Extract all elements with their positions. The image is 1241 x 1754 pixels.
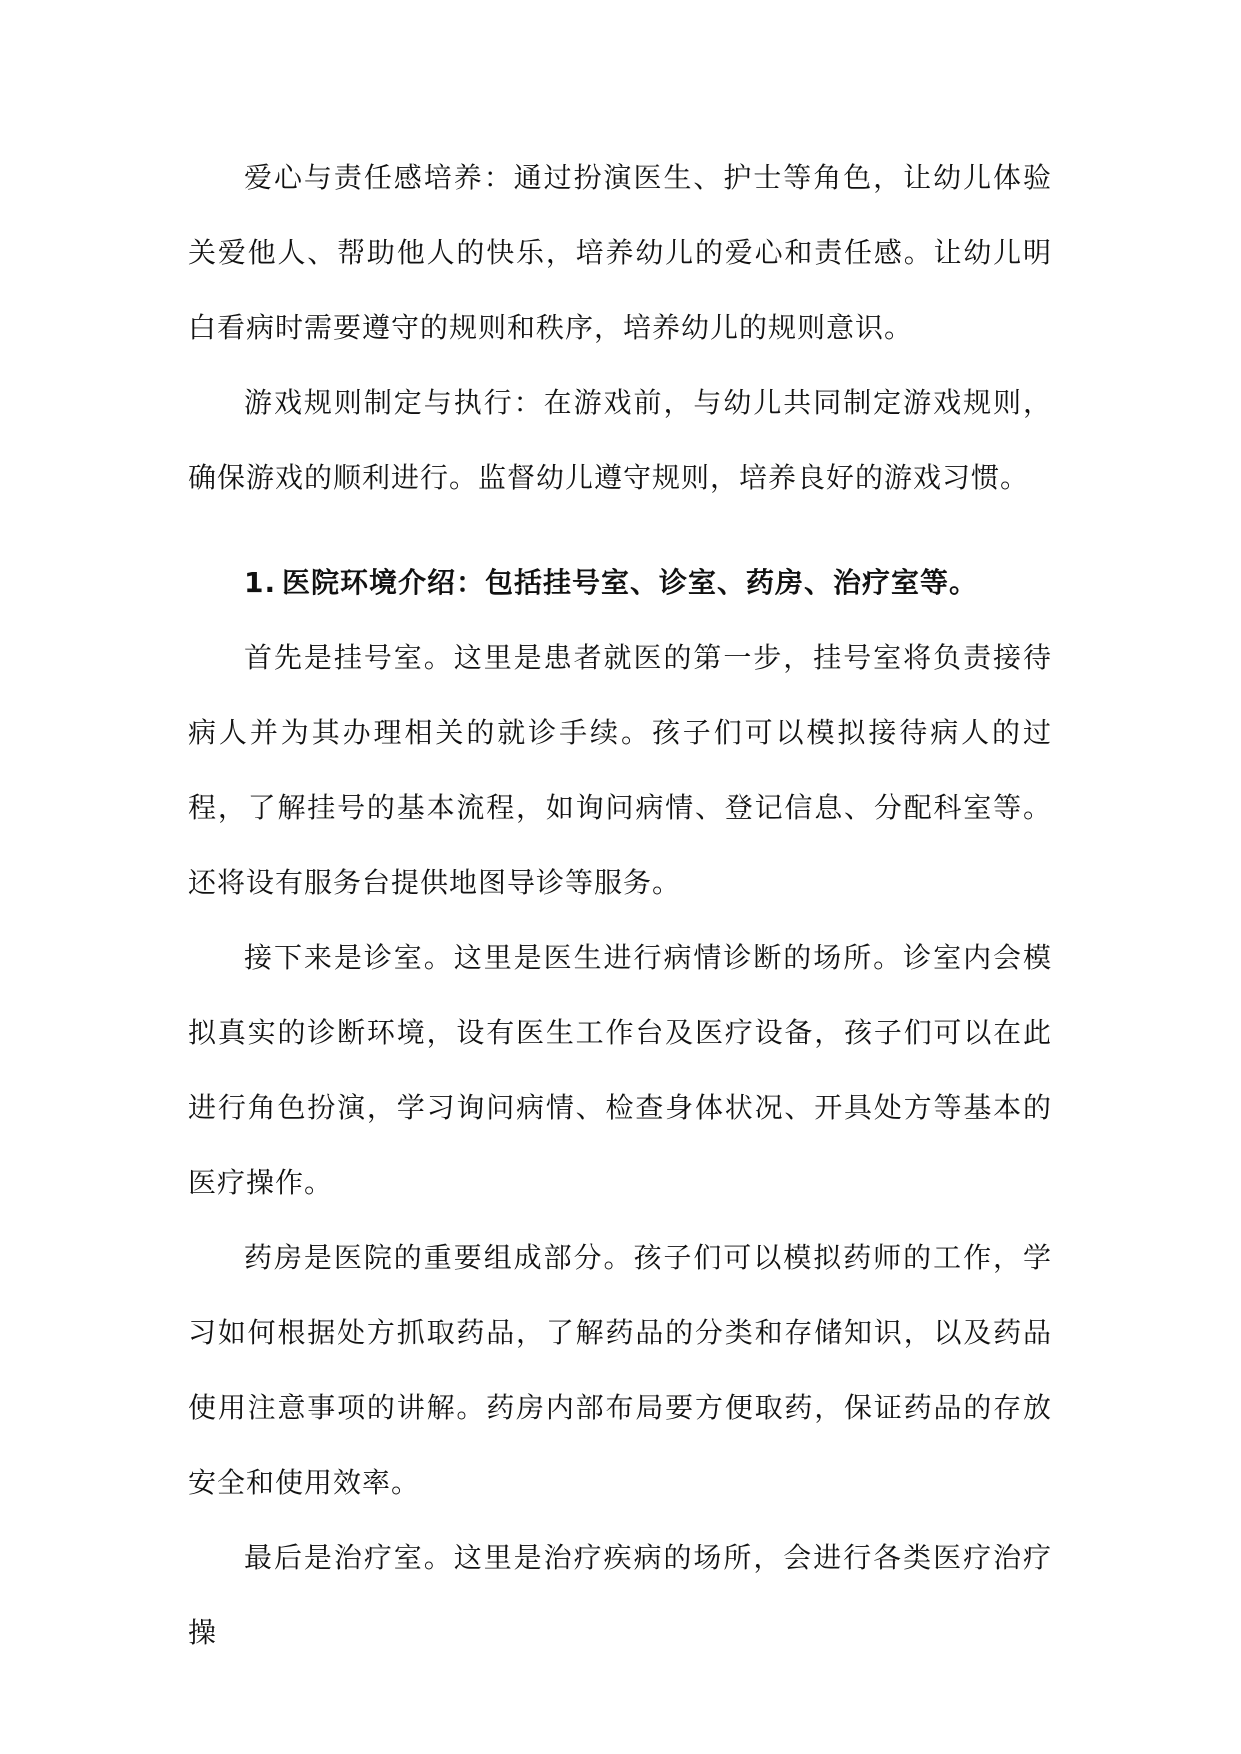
paragraph-love-responsibility: 爱心与责任感培养：通过扮演医生、护士等角色，让幼儿体验关爱他人、帮助他人的快乐，培养幼儿的爱心和责任感。让幼儿明白看病时需要遵守的规则和秩序，培养幼儿的规则意识。 <box>188 161 1052 344</box>
paragraph-treatment: 最后是治疗室。这里是治疗疾病的场所，会进行各类医疗治疗操 <box>188 1541 1052 1649</box>
paragraph-clinic: 接下来是诊室。这里是医生进行病情诊断的场所。诊室内会模拟真实的诊断环境，设有医生工作台及医疗设备，孩子们可以在此进行角色扮演，学习询问病情、检查身体状况、开具处方等基本的医疗操作。 <box>188 941 1052 1199</box>
paragraph-game-rules: 游戏规则制定与执行：在游戏前，与幼儿共同制定游戏规则，确保游戏的顺利进行。监督幼儿遵守规则，培养良好的游戏习惯。 <box>188 386 1052 494</box>
section-title: 医院环境介绍：包括挂号室、诊室、药房、治疗室等。 <box>282 566 979 599</box>
document-page <box>188 140 1052 1670</box>
section-number: 1. <box>244 566 277 599</box>
section-heading <box>188 545 1052 620</box>
paragraph-registration: 首先是挂号室。这里是患者就医的第一步，挂号室将负责接待病人并为其办理相关的就诊手续。孩子们可以模拟接待病人的过程，了解挂号的基本流程，如询问病情、登记信息、分配科室等。还将设有服务台提供地图导诊等服务。 <box>188 641 1052 899</box>
paragraph-pharmacy: 药房是医院的重要组成部分。孩子们可以模拟药师的工作，学习如何根据处方抓取药品，了解药品的分类和存储知识，以及药品使用注意事项的讲解。药房内部布局要方便取药，保证药品的存放安全和使用效率。 <box>188 1241 1052 1499</box>
